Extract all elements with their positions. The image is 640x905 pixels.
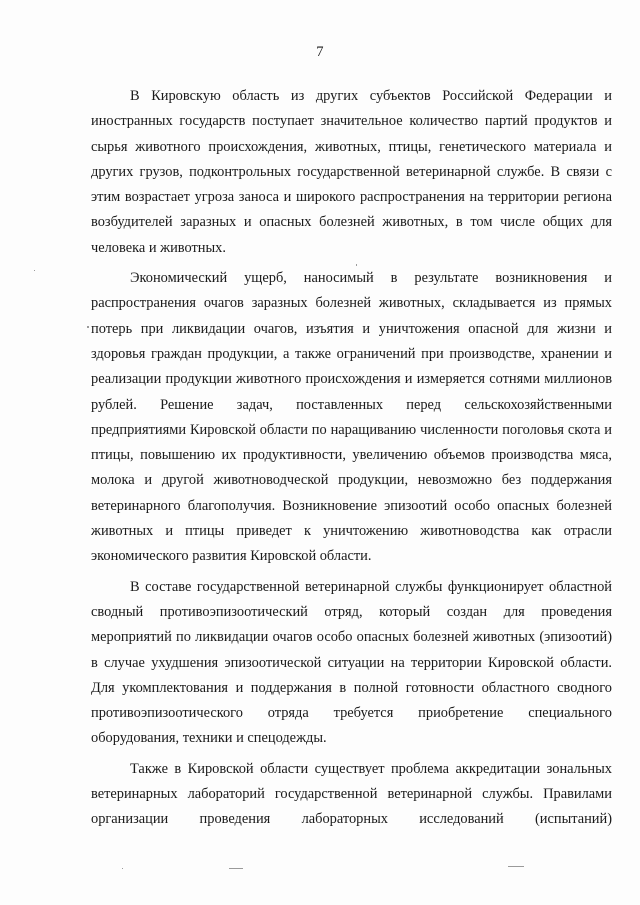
paragraph-economic-damage: Экономический ущерб, наносимый в результате возникновения и распространения очагов заразных болезней животных, складывается из прямых потерь при ликвидации очагов, изъятия и уничтожения опасной для жизни и здоровья граждан продукции, а также ограничений при производстве, хранении и реализации продукции животного происхождения и измеряется сотнями миллионов рублей. Решение задач, поставленных перед сельскохозяйственными предприятиями Кировской области по наращиванию численности поголовья скота и птицы, повышению их продуктивности, увеличению объемов производства мяса, молока и другой животноводческой продукции, невозможно без поддержания ветеринарного благополучия. Возникновение эпизоотий особо опасных болезней животных и птицы приведет к уничтожению животноводства как отрасли экономического развития Кировской области. bbox=[91, 270, 612, 565]
paragraph-import-of-goods: В Кировскую область из других субъектов Российской Федерации и иностранных государств поступает значительное количество партий продуктов и сырья животного происхождения, животных, птицы, генетического материала и других грузов, подконтрольных государственной ветеринарной службе. В связи с этим возрастает угроза заноса и широкого распространения на территории региона возбудителей заразных и опасных болезней животных, в том числе общих для человека и животных. bbox=[91, 88, 612, 256]
scan-footer-mark bbox=[508, 866, 524, 867]
paragraph-laboratory-accreditation: Также в Кировской области существует проблема аккредитации зональных ветеринарных лабораторий государственной ветеринарной службы. Правилами организации проведения лабораторных исследований (испытаний) bbox=[91, 760, 612, 828]
scan-speck bbox=[34, 270, 35, 271]
paragraph-anti-epizootic-unit: В составе государственной ветеринарной службы функционирует областной сводный противоэпизоотический отряд, который создан для проведения мероприятий по ликвидации очагов особо опасных болезней животных (эпизоотий) в случае ухудшения эпизоотической ситуации на территории Кировской области. Для укомплектования и поддержания в полной готовности областного сводного противоэпизоотического отряда требуется приобретение специального оборудования, техники и спецодежды. bbox=[91, 578, 612, 747]
page-number: 7 bbox=[316, 44, 324, 60]
scan-speck bbox=[87, 326, 89, 328]
scan-speck bbox=[356, 264, 357, 266]
scan-footer-mark bbox=[229, 868, 243, 869]
scan-speck bbox=[122, 868, 123, 869]
body-text bbox=[91, 84, 612, 838]
